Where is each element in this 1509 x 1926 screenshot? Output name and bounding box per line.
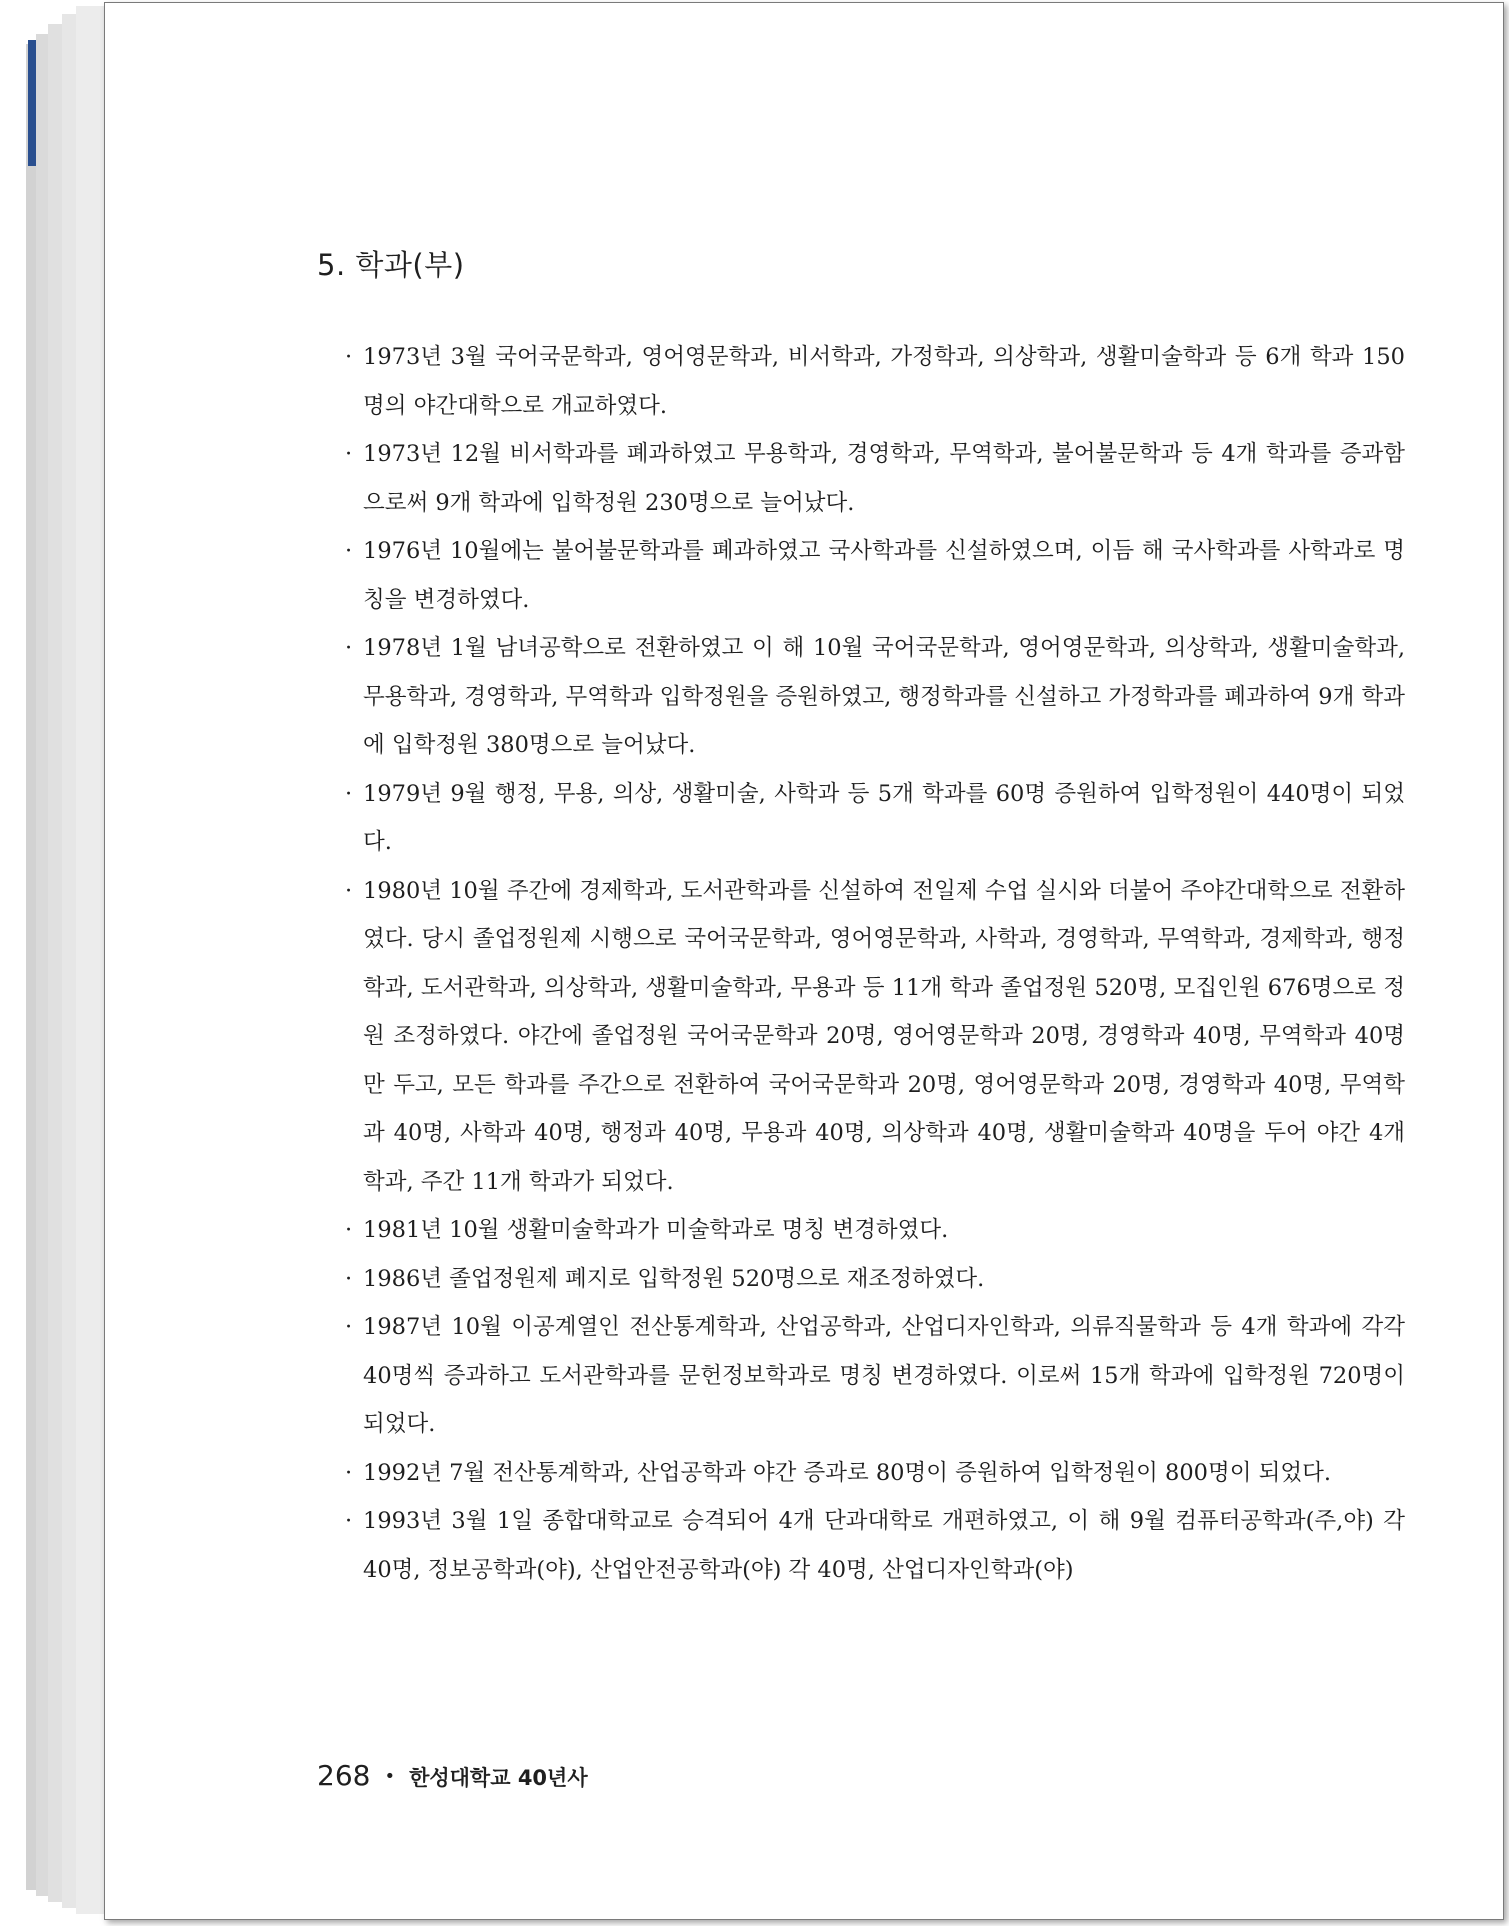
- page-number: 268: [317, 1759, 371, 1792]
- list-item: · 1973년 12월 비서학과를 폐과하였고 무용학과, 경영학과, 무역학과, 불어불문학과 등 4개 학과를 증과함으로써 9개 학과에 입학정원 230명으로 늘어났다.: [349, 430, 1405, 527]
- list-item: · 1987년 10월 이공계열인 전산통계학과, 산업공학과, 산업디자인학과, 의류직물학과 등 4개 학과에 각각 40명씩 증과하고 도서관학과를 문헌정보학과로 명칭 변경하였다. 이로써 15개 학과에 입학정원 720명이 되었다.: [349, 1303, 1405, 1449]
- list-item: · 1973년 3월 국어국문학과, 영어영문학과, 비서학과, 가정학과, 의상학과, 생활미술학과 등 6개 학과 150명의 야간대학으로 개교하였다.: [349, 333, 1405, 430]
- list-item: · 1993년 3월 1일 종합대학교로 승격되어 4개 단과대학로 개편하였고, 이 해 9월 컴퓨터공학과(주,야) 각 40명, 정보공학과(야), 산업안전공학과(야) 각 40명, 산업디자인학과(야): [349, 1497, 1405, 1594]
- list-item: · 1986년 졸업정원제 폐지로 입학정원 520명으로 재조정하였다.: [349, 1255, 1405, 1304]
- list-item: · 1978년 1월 남녀공학으로 전환하였고 이 해 10월 국어국문학과, 영어영문학과, 의상학과, 생활미술학과, 무용학과, 경영학과, 무역학과 입학정원을 증원하였고, 행정학과를 신설하고 가정학과를 폐과하여 9개 학과에 입학정원 380명으로 늘어났다.: [349, 624, 1405, 770]
- bookmark-tab: [28, 40, 36, 166]
- footer-separator: •: [384, 1766, 396, 1787]
- list-item: · 1976년 10월에는 불어불문학과를 폐과하였고 국사학과를 신설하였으며, 이듬 해 국사학과를 사학과로 명칭을 변경하였다.: [349, 527, 1405, 624]
- list-item: · 1980년 10월 주간에 경제학과, 도서관학과를 신설하여 전일제 수업 실시와 더불어 주야간대학으로 전환하였다. 당시 졸업정원제 시행으로 국어국문학과, 영어영문학과, 사학과, 경영학과, 무역학과, 경제학과, 행정학과, 도서관학과, 의상학과, 생활미술학과, 무용과 등 11개 학과 졸업정원 520명, 모집인원 676명으로 정원 조정하였다. 야간에 졸업정원 국어국문학과 20명, 영어영문학과 20명, 경영학과 40명, 무역학과 40명만 두고, 모든 학과를 주간으로 전환하여 국어국문학과 20명, 영어영문학과 20명, 경영학과 40명, 무역학과 40명, 사학과 40명, 행정과 40명, 무용과 40명, 의상학과 40명, 생활미술학과 40명을 두어 야간 4개 학과, 주간 11개 학과가 되었다.: [349, 867, 1405, 1207]
- book-title: 한성대학교 40년사: [409, 1766, 588, 1790]
- document-page: [104, 2, 1504, 1920]
- list-item: · 1981년 10월 생활미술학과가 미술학과로 명칭 변경하였다.: [349, 1206, 1405, 1255]
- history-list: [349, 333, 1405, 1594]
- page-footer: [317, 1759, 588, 1792]
- list-item: · 1979년 9월 행정, 무용, 의상, 생활미술, 사학과 등 5개 학과를 60명 증원하여 입학정원이 440명이 되었다.: [349, 770, 1405, 867]
- page-edge: [76, 6, 105, 1914]
- list-item: · 1992년 7월 전산통계학과, 산업공학과 야간 증과로 80명이 증원하여 입학정원이 800명이 되었다.: [349, 1449, 1405, 1498]
- section-title: 5. 학과(부): [317, 248, 465, 282]
